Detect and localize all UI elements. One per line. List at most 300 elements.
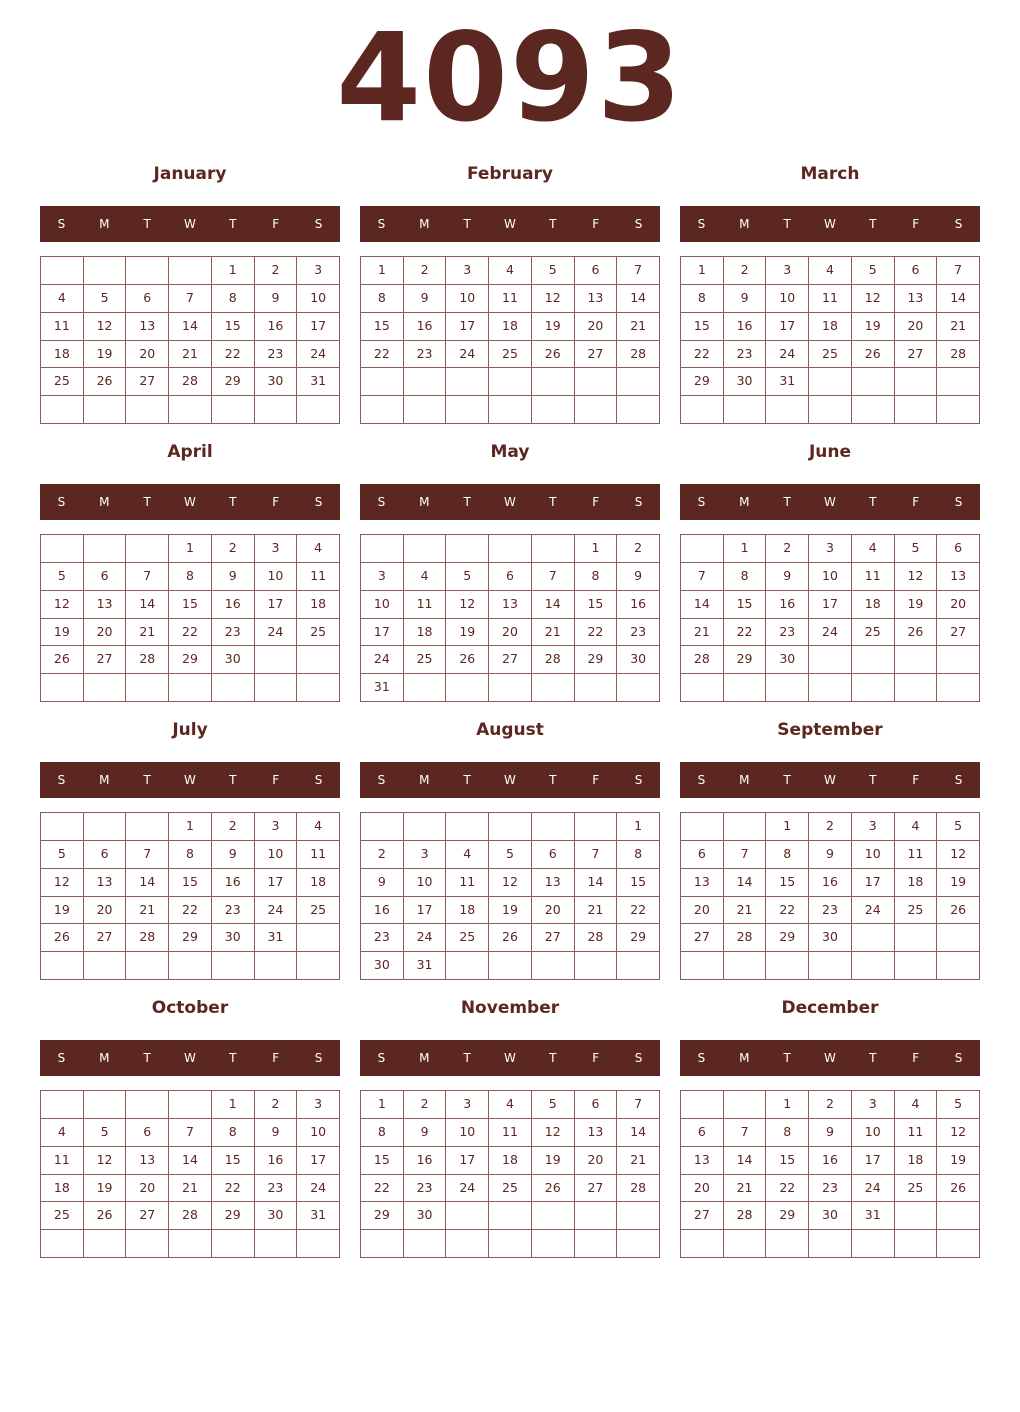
day-cell: [126, 535, 169, 563]
day-cell: 19: [532, 1147, 575, 1175]
day-cell: [169, 257, 212, 285]
month-title: November: [460, 998, 560, 1018]
day-cell: [852, 674, 895, 702]
weekday-label: S: [377, 1051, 386, 1065]
day-cell: 15: [681, 313, 724, 341]
day-cell: 14: [169, 1147, 212, 1175]
day-cell: 5: [937, 813, 980, 841]
day-cell: [937, 368, 980, 396]
day-cell: 29: [766, 1202, 809, 1230]
day-cell: 31: [297, 1202, 340, 1230]
day-cell: 30: [766, 646, 809, 674]
day-cell: 8: [169, 563, 212, 591]
day-cell: 22: [617, 897, 660, 925]
day-cell: 23: [255, 1175, 298, 1203]
day-cell: [446, 1202, 489, 1230]
weekday-label: F: [272, 1051, 280, 1065]
day-cell: 6: [681, 841, 724, 869]
day-cell: [297, 646, 340, 674]
day-cell: [937, 1230, 980, 1258]
day-cell: [212, 952, 255, 980]
weekday-label: S: [634, 495, 643, 509]
day-cell: [169, 396, 212, 424]
day-cell: 19: [489, 897, 532, 925]
day-cell: 16: [361, 897, 404, 925]
day-cell: 8: [212, 285, 255, 313]
weekday-header: [40, 484, 340, 520]
weekday-label: T: [229, 773, 237, 787]
day-cell: 30: [255, 368, 298, 396]
day-cell: 27: [937, 619, 980, 647]
day-cell: 6: [575, 257, 618, 285]
day-cell: 22: [212, 1175, 255, 1203]
day-cell: [895, 396, 938, 424]
day-cell: 28: [575, 924, 618, 952]
day-cell: [297, 396, 340, 424]
day-cell: 25: [297, 619, 340, 647]
day-cell: 6: [84, 841, 127, 869]
weekday-label: T: [463, 1051, 471, 1065]
day-cell: 12: [852, 285, 895, 313]
day-cell: 26: [937, 897, 980, 925]
day-cell: [84, 396, 127, 424]
day-cell: [255, 1230, 298, 1258]
day-cell: 23: [404, 341, 447, 369]
day-cell: 20: [937, 591, 980, 619]
day-cell: 29: [169, 924, 212, 952]
day-cell: 11: [489, 1119, 532, 1147]
day-cell: 14: [169, 313, 212, 341]
weekday-header: [40, 762, 340, 798]
day-cell: 4: [852, 535, 895, 563]
day-cell: 27: [575, 341, 618, 369]
day-cell: [489, 1202, 532, 1230]
day-cell: 8: [681, 285, 724, 313]
day-cell: [212, 1230, 255, 1258]
day-grid: [360, 534, 660, 702]
day-cell: 15: [169, 591, 212, 619]
day-grid: [680, 256, 980, 424]
day-cell: 5: [41, 563, 84, 591]
weekday-label: F: [912, 217, 920, 231]
weekday-label: M: [99, 1051, 110, 1065]
day-cell: 8: [766, 1119, 809, 1147]
weekday-label: F: [912, 773, 920, 787]
weekday-label: M: [739, 1051, 750, 1065]
day-cell: 24: [255, 619, 298, 647]
day-cell: 26: [41, 924, 84, 952]
day-cell: [766, 674, 809, 702]
day-cell: 5: [532, 1091, 575, 1119]
day-cell: 10: [255, 841, 298, 869]
day-cell: 15: [361, 1147, 404, 1175]
day-cell: [404, 368, 447, 396]
weekday-label: S: [377, 495, 386, 509]
day-cell: 8: [766, 841, 809, 869]
day-cell: 10: [852, 841, 895, 869]
day-cell: [937, 396, 980, 424]
day-grid: [40, 256, 340, 424]
day-cell: 28: [169, 368, 212, 396]
day-cell: 6: [895, 257, 938, 285]
weekday-label: F: [592, 217, 600, 231]
day-cell: 12: [489, 869, 532, 897]
weekday-label: T: [143, 1051, 151, 1065]
day-cell: 15: [766, 869, 809, 897]
weekday-header: [40, 206, 340, 242]
weekday-label: S: [954, 1051, 963, 1065]
day-cell: 10: [766, 285, 809, 313]
day-cell: 7: [937, 257, 980, 285]
day-cell: 11: [41, 1147, 84, 1175]
day-cell: [41, 813, 84, 841]
day-cell: 17: [446, 1147, 489, 1175]
weekday-label: T: [549, 1051, 557, 1065]
day-cell: 2: [212, 813, 255, 841]
day-cell: [895, 1202, 938, 1230]
day-cell: [297, 1230, 340, 1258]
day-cell: 27: [84, 924, 127, 952]
weekday-label: S: [57, 495, 66, 509]
day-cell: [361, 813, 404, 841]
day-cell: 21: [169, 1175, 212, 1203]
day-cell: [937, 952, 980, 980]
day-cell: 4: [41, 1119, 84, 1147]
day-cell: [681, 674, 724, 702]
day-cell: [361, 368, 404, 396]
weekday-label: S: [57, 1051, 66, 1065]
weekday-label: T: [783, 773, 791, 787]
day-cell: 9: [212, 563, 255, 591]
day-grid: [680, 1090, 980, 1258]
day-cell: [532, 674, 575, 702]
day-cell: 20: [681, 897, 724, 925]
weekday-label: S: [634, 773, 643, 787]
day-cell: [895, 1230, 938, 1258]
weekday-label: W: [824, 495, 836, 509]
day-cell: 26: [852, 341, 895, 369]
day-cell: 20: [84, 619, 127, 647]
day-cell: 2: [617, 535, 660, 563]
day-cell: 16: [617, 591, 660, 619]
day-cell: [575, 1202, 618, 1230]
day-cell: [575, 813, 618, 841]
day-cell: [169, 1091, 212, 1119]
weekday-label: W: [824, 773, 836, 787]
day-cell: 10: [404, 869, 447, 897]
day-cell: 12: [446, 591, 489, 619]
weekday-label: M: [419, 1051, 430, 1065]
day-cell: [681, 396, 724, 424]
day-cell: 25: [297, 897, 340, 925]
day-cell: 8: [617, 841, 660, 869]
weekday-label: T: [463, 773, 471, 787]
weekday-label: S: [377, 773, 386, 787]
day-cell: 28: [937, 341, 980, 369]
day-cell: [532, 535, 575, 563]
day-cell: 4: [489, 257, 532, 285]
day-cell: [937, 674, 980, 702]
weekday-label: F: [912, 1051, 920, 1065]
day-cell: [297, 674, 340, 702]
day-cell: 2: [361, 841, 404, 869]
day-cell: 5: [937, 1091, 980, 1119]
day-cell: 8: [361, 285, 404, 313]
day-cell: 2: [809, 813, 852, 841]
day-cell: 29: [575, 646, 618, 674]
day-cell: 13: [84, 591, 127, 619]
day-cell: [809, 674, 852, 702]
day-cell: 25: [895, 1175, 938, 1203]
day-cell: 25: [404, 646, 447, 674]
day-grid: [40, 1090, 340, 1258]
day-cell: 11: [489, 285, 532, 313]
day-cell: 1: [212, 1091, 255, 1119]
weekday-header: [680, 762, 980, 798]
day-cell: [532, 396, 575, 424]
weekday-label: T: [463, 217, 471, 231]
day-cell: 21: [169, 341, 212, 369]
day-cell: 29: [212, 368, 255, 396]
day-cell: 3: [404, 841, 447, 869]
day-cell: [84, 535, 127, 563]
day-cell: 23: [617, 619, 660, 647]
day-cell: 5: [446, 563, 489, 591]
day-cell: [489, 813, 532, 841]
day-cell: 8: [212, 1119, 255, 1147]
day-cell: 7: [575, 841, 618, 869]
day-cell: 18: [852, 591, 895, 619]
day-cell: 11: [41, 313, 84, 341]
day-cell: 7: [724, 841, 767, 869]
day-cell: 22: [766, 897, 809, 925]
day-cell: 17: [809, 591, 852, 619]
day-cell: [724, 396, 767, 424]
day-cell: 6: [532, 841, 575, 869]
day-cell: 14: [617, 285, 660, 313]
day-cell: [84, 257, 127, 285]
weekday-label: M: [419, 217, 430, 231]
weekday-label: S: [634, 1051, 643, 1065]
weekday-label: W: [824, 1051, 836, 1065]
day-cell: 13: [681, 869, 724, 897]
day-cell: 1: [575, 535, 618, 563]
day-cell: 11: [446, 869, 489, 897]
weekday-header: [360, 206, 660, 242]
day-cell: 13: [532, 869, 575, 897]
weekday-label: W: [504, 1051, 516, 1065]
day-cell: 22: [724, 619, 767, 647]
day-cell: 22: [575, 619, 618, 647]
year-title: 4093: [336, 7, 684, 149]
day-cell: 21: [575, 897, 618, 925]
day-cell: 23: [361, 924, 404, 952]
day-cell: 2: [255, 1091, 298, 1119]
day-cell: 10: [446, 1119, 489, 1147]
day-cell: 26: [84, 368, 127, 396]
day-cell: 1: [361, 257, 404, 285]
day-cell: 20: [84, 897, 127, 925]
day-cell: 9: [724, 285, 767, 313]
day-cell: 4: [895, 813, 938, 841]
day-cell: 24: [446, 341, 489, 369]
weekday-label: S: [314, 1051, 323, 1065]
day-grid: [360, 812, 660, 980]
day-cell: 7: [617, 257, 660, 285]
day-cell: 14: [575, 869, 618, 897]
day-cell: 5: [895, 535, 938, 563]
day-cell: 8: [169, 841, 212, 869]
day-cell: [575, 674, 618, 702]
weekday-label: S: [697, 495, 706, 509]
day-cell: [126, 1091, 169, 1119]
weekday-header: [360, 484, 660, 520]
day-cell: 9: [404, 1119, 447, 1147]
day-cell: [852, 952, 895, 980]
day-cell: 20: [575, 1147, 618, 1175]
day-cell: 4: [895, 1091, 938, 1119]
day-cell: 15: [361, 313, 404, 341]
day-cell: 6: [126, 1119, 169, 1147]
day-grid: [360, 1090, 660, 1258]
weekday-label: T: [869, 217, 877, 231]
day-cell: 10: [446, 285, 489, 313]
day-cell: [724, 1091, 767, 1119]
day-cell: 26: [937, 1175, 980, 1203]
day-cell: 2: [766, 535, 809, 563]
day-cell: [404, 674, 447, 702]
day-cell: [617, 396, 660, 424]
day-cell: 7: [126, 563, 169, 591]
day-cell: [41, 257, 84, 285]
day-cell: 20: [126, 341, 169, 369]
day-cell: 27: [575, 1175, 618, 1203]
day-cell: 20: [681, 1175, 724, 1203]
day-cell: 16: [809, 1147, 852, 1175]
day-cell: 9: [617, 563, 660, 591]
day-cell: [852, 924, 895, 952]
day-cell: 26: [532, 341, 575, 369]
day-cell: [297, 952, 340, 980]
day-cell: 19: [84, 341, 127, 369]
day-cell: 13: [575, 285, 618, 313]
day-cell: 23: [809, 897, 852, 925]
day-cell: 31: [297, 368, 340, 396]
day-cell: 23: [724, 341, 767, 369]
day-cell: [297, 924, 340, 952]
weekday-label: F: [272, 495, 280, 509]
weekday-label: F: [592, 495, 600, 509]
day-cell: 25: [809, 341, 852, 369]
weekday-label: T: [549, 495, 557, 509]
day-cell: [766, 396, 809, 424]
day-cell: 28: [724, 924, 767, 952]
day-cell: [489, 952, 532, 980]
day-cell: 1: [212, 257, 255, 285]
day-cell: 12: [937, 841, 980, 869]
day-cell: 12: [895, 563, 938, 591]
weekday-label: M: [739, 495, 750, 509]
weekday-label: W: [504, 773, 516, 787]
day-cell: 23: [212, 897, 255, 925]
day-cell: [895, 674, 938, 702]
day-cell: 3: [297, 257, 340, 285]
day-cell: 10: [297, 1119, 340, 1147]
day-grid: [40, 534, 340, 702]
day-cell: 28: [681, 646, 724, 674]
weekday-label: F: [272, 773, 280, 787]
day-cell: [766, 952, 809, 980]
day-cell: 31: [361, 674, 404, 702]
weekday-label: W: [184, 217, 196, 231]
day-cell: [404, 1230, 447, 1258]
weekday-label: W: [184, 773, 196, 787]
day-cell: [255, 674, 298, 702]
day-cell: 25: [446, 924, 489, 952]
day-cell: [255, 646, 298, 674]
day-cell: 18: [41, 1175, 84, 1203]
day-cell: 5: [41, 841, 84, 869]
day-cell: 16: [809, 869, 852, 897]
weekday-label: M: [739, 217, 750, 231]
day-cell: 30: [809, 924, 852, 952]
day-cell: [852, 1230, 895, 1258]
day-cell: [489, 674, 532, 702]
weekday-label: T: [143, 773, 151, 787]
day-cell: 25: [895, 897, 938, 925]
day-cell: 9: [361, 869, 404, 897]
day-cell: [809, 396, 852, 424]
day-cell: 26: [489, 924, 532, 952]
day-cell: [169, 1230, 212, 1258]
day-cell: [41, 952, 84, 980]
day-cell: 10: [852, 1119, 895, 1147]
month-title: January: [153, 164, 227, 184]
day-cell: 6: [681, 1119, 724, 1147]
day-cell: 20: [489, 619, 532, 647]
day-cell: 13: [937, 563, 980, 591]
day-cell: 11: [809, 285, 852, 313]
day-cell: [446, 368, 489, 396]
day-cell: [489, 396, 532, 424]
day-cell: 21: [724, 897, 767, 925]
day-cell: 24: [809, 619, 852, 647]
day-cell: 18: [297, 869, 340, 897]
day-cell: [126, 813, 169, 841]
day-cell: 16: [766, 591, 809, 619]
day-cell: 1: [169, 813, 212, 841]
day-cell: 24: [766, 341, 809, 369]
day-cell: 12: [41, 869, 84, 897]
day-cell: 3: [255, 813, 298, 841]
day-cell: 21: [681, 619, 724, 647]
weekday-label: T: [229, 495, 237, 509]
weekday-label: W: [184, 1051, 196, 1065]
day-cell: 24: [852, 897, 895, 925]
day-cell: [575, 368, 618, 396]
day-cell: [809, 368, 852, 396]
day-cell: 29: [766, 924, 809, 952]
day-cell: 31: [852, 1202, 895, 1230]
day-cell: [41, 396, 84, 424]
day-cell: 18: [895, 1147, 938, 1175]
day-cell: [361, 396, 404, 424]
weekday-header: [360, 762, 660, 798]
day-cell: 18: [489, 313, 532, 341]
day-cell: 18: [446, 897, 489, 925]
day-cell: 9: [766, 563, 809, 591]
month-title: February: [466, 164, 554, 184]
